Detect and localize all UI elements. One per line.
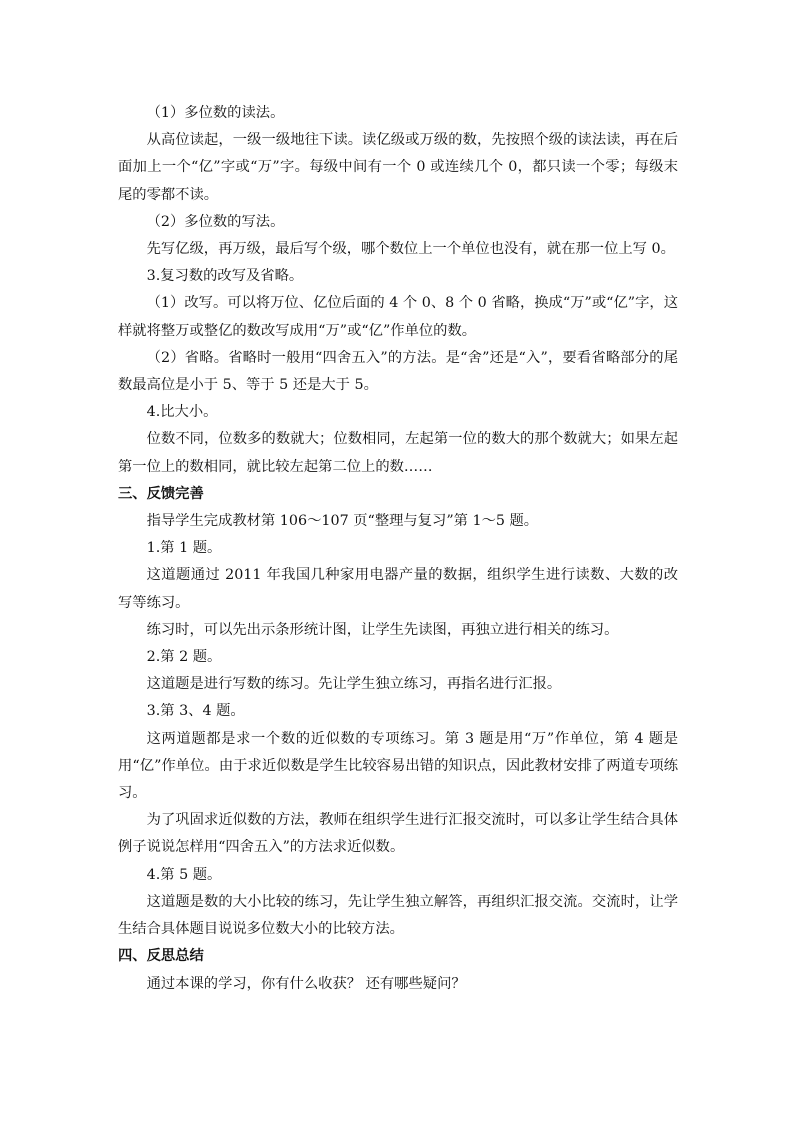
paragraph: 通过本课的学习，你有什么收获？ 还有哪些疑问？	[146, 975, 466, 992]
paragraph: 2.第 2 题。	[146, 649, 222, 666]
paragraph: 练习时，可以先出示条形统计图，让学生先读图，再独立进行相关的练习。	[146, 621, 619, 638]
paragraph: 3.复习数的改写及省略。	[146, 268, 304, 285]
paragraph: 4.比大小。	[146, 404, 218, 421]
paragraph: 这道题是进行写数的练习。先让学生独立练习，再指名进行汇报。	[146, 676, 562, 693]
paragraph: （1）改写。可以将万位、亿位后面的 4 个 0、8 个 0 省略，换成“万”或“亿”字，这样就将整万或整亿的数改写成用“万”或“亿”作单位的数。	[118, 295, 678, 339]
document-body	[118, 100, 678, 998]
paragraph: （2）多位数的写法。	[146, 213, 285, 230]
paragraph: 3.第 3、4 题。	[146, 703, 245, 720]
paragraph: 指导学生完成教材第 106～107 页“整理与复习”第 1～5 题。	[146, 513, 539, 530]
paragraph: 4.第 5 题。	[146, 866, 222, 883]
section-heading: 三、反馈完善	[118, 485, 204, 502]
paragraph: 1.第 1 题。	[146, 540, 222, 557]
paragraph: 从高位读起，一级一级地往下读。读亿级或万级的数，先按照个级的读法读，再在后面加上一个“亿”字或“万”字。每级中间有一个 0 或连续几个 0，都只读一个零；每级末尾的零都不读。	[118, 132, 678, 203]
paragraph: （1）多位数的读法。	[146, 105, 285, 121]
section-heading: 四、反思总结	[118, 948, 204, 965]
paragraph: 位数不同，位数多的数就大；位数相同，左起第一位的数大的那个数就大；如果左起第一位上的数相同，就比较左起第二位上的数……	[118, 431, 678, 475]
paragraph: 这道题通过 2011 年我国几种家用电器产量的数据，组织学生进行读数、大数的改写等练习。	[118, 567, 678, 611]
paragraph: 先写亿级，再万级，最后写个级，哪个数位上一个单位也没有，就在那一位上写 0。	[146, 241, 675, 258]
paragraph: 这两道题都是求一个数的近似数的专项练习。第 3 题是用“万”作单位，第 4 题是用“亿”作单位。由于求近似数是学生比较容易出错的知识点，因此教材安排了两道专项练习。	[118, 730, 678, 802]
paragraph: （2）省略。省略时一般用“四舍五入”的方法。是“舍”还是“入”，要看省略部分的尾数最高位是小于 5、等于 5 还是大于 5。	[118, 349, 678, 394]
paragraph: 为了巩固求近似数的方法，教师在组织学生进行汇报交流时，可以多让学生结合具体例子说说怎样用“四舍五入”的方法求近似数。	[118, 812, 678, 856]
paragraph: 这道题是数的大小比较的练习，先让学生独立解答，再组织汇报交流。交流时，让学生结合具体题目说说多位数大小的比较方法。	[118, 893, 678, 938]
